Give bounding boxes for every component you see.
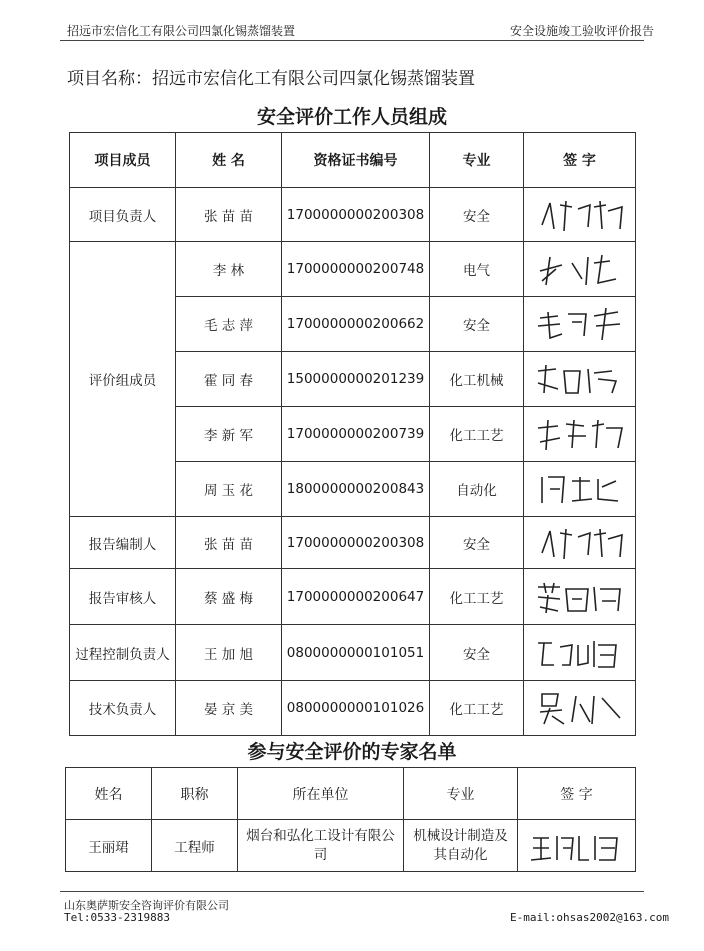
experts-table bbox=[65, 767, 636, 872]
cert-cell: 1700000000200308 bbox=[282, 188, 430, 242]
name-cell: 王 加 旭 bbox=[176, 625, 282, 681]
col-header-unit: 所在单位 bbox=[238, 768, 404, 820]
table-row bbox=[70, 569, 636, 625]
table-row bbox=[70, 625, 636, 681]
signature-cell bbox=[524, 517, 636, 569]
role-cell: 项目负责人 bbox=[70, 188, 176, 242]
role-cell: 评价组成员 bbox=[70, 242, 176, 517]
name-cell: 霍 同 春 bbox=[176, 352, 282, 407]
role-cell: 报告编制人 bbox=[70, 517, 176, 569]
cert-cell: 1800000000200843 bbox=[282, 462, 430, 517]
col-header-cert: 资格证书编号 bbox=[282, 133, 430, 188]
col-header-major: 专业 bbox=[404, 768, 518, 820]
table-row bbox=[70, 242, 636, 297]
role-cell: 报告审核人 bbox=[70, 569, 176, 625]
cert-cell: 1500000000201239 bbox=[282, 352, 430, 407]
cert-cell: 1700000000200748 bbox=[282, 242, 430, 297]
handwritten-signature bbox=[532, 577, 628, 617]
cert-cell: 0800000000101026 bbox=[282, 681, 430, 736]
signature-cell bbox=[524, 625, 636, 681]
signature-cell bbox=[524, 681, 636, 736]
col-header-major: 专业 bbox=[430, 133, 524, 188]
signature-cell bbox=[524, 297, 636, 352]
role-cell: 技术负责人 bbox=[70, 681, 176, 736]
staff-table-title: 安全评价工作人员组成 bbox=[256, 106, 447, 128]
signature-cell bbox=[524, 569, 636, 625]
signature-cell bbox=[524, 407, 636, 462]
table-row bbox=[66, 820, 636, 872]
major-cell: 化工工艺 bbox=[430, 407, 524, 462]
footer-divider bbox=[60, 891, 644, 892]
major-cell: 化工工艺 bbox=[430, 681, 524, 736]
handwritten-signature bbox=[532, 359, 628, 399]
header-left: 招远市宏信化工有限公司四氯化锡蒸馏装置 bbox=[67, 24, 296, 38]
name-cell: 王丽珺 bbox=[66, 820, 152, 872]
staff-header-row bbox=[70, 133, 636, 188]
col-header-signature: 签 字 bbox=[524, 133, 636, 188]
col-header-name: 姓名 bbox=[66, 768, 152, 820]
name-cell: 毛 志 萍 bbox=[176, 297, 282, 352]
col-header-title: 职称 bbox=[152, 768, 238, 820]
experts-header-row bbox=[66, 768, 636, 820]
major-cell: 安全 bbox=[430, 297, 524, 352]
name-cell: 周 玉 花 bbox=[176, 462, 282, 517]
name-cell: 李 林 bbox=[176, 242, 282, 297]
cert-cell: 1700000000200308 bbox=[282, 517, 430, 569]
unit-cell: 烟台和弘化工设计有限公司 bbox=[238, 820, 404, 872]
signature-cell bbox=[524, 188, 636, 242]
handwritten-signature bbox=[527, 826, 627, 866]
footer-email: E-mail:ohsas2002@163.com bbox=[510, 911, 669, 924]
name-cell: 李 新 军 bbox=[176, 407, 282, 462]
cert-cell: 1700000000200647 bbox=[282, 569, 430, 625]
major-cell: 自动化 bbox=[430, 462, 524, 517]
signature-cell bbox=[524, 462, 636, 517]
staff-table bbox=[69, 132, 636, 736]
col-header-signature: 签 字 bbox=[518, 768, 636, 820]
handwritten-signature bbox=[532, 195, 628, 235]
cert-cell: 1700000000200662 bbox=[282, 297, 430, 352]
experts-table-title: 参与安全评价的专家名单 bbox=[247, 741, 457, 763]
handwritten-signature bbox=[532, 688, 628, 728]
major-cell: 安全 bbox=[430, 517, 524, 569]
cert-cell: 0800000000101051 bbox=[282, 625, 430, 681]
footer-company: 山东奥萨斯安全咨询评价有限公司 bbox=[64, 899, 229, 912]
header-divider bbox=[60, 40, 644, 41]
footer-tel: Tel:0533-2319883 bbox=[64, 911, 170, 924]
cert-cell: 1700000000200739 bbox=[282, 407, 430, 462]
handwritten-signature bbox=[532, 414, 628, 454]
handwritten-signature bbox=[532, 304, 628, 344]
handwritten-signature bbox=[532, 633, 628, 673]
col-header-name: 姓 名 bbox=[176, 133, 282, 188]
handwritten-signature bbox=[532, 249, 628, 289]
handwritten-signature bbox=[532, 523, 628, 563]
table-row bbox=[70, 188, 636, 242]
header-right: 安全设施竣工验收评价报告 bbox=[510, 24, 655, 38]
project-name-line: 项目名称：招远市宏信化工有限公司四氯化锡蒸馏装置 bbox=[67, 69, 475, 89]
table-row bbox=[70, 517, 636, 569]
role-cell: 过程控制负责人 bbox=[70, 625, 176, 681]
signature-cell bbox=[524, 352, 636, 407]
title-cell: 工程师 bbox=[152, 820, 238, 872]
major-cell: 电气 bbox=[430, 242, 524, 297]
handwritten-signature bbox=[532, 469, 628, 509]
signature-cell bbox=[518, 820, 636, 872]
col-header-member: 项目成员 bbox=[70, 133, 176, 188]
signature-cell bbox=[524, 242, 636, 297]
major-cell: 化工工艺 bbox=[430, 569, 524, 625]
name-cell: 晏 京 美 bbox=[176, 681, 282, 736]
major-cell: 安全 bbox=[430, 188, 524, 242]
name-cell: 张 苗 苗 bbox=[176, 188, 282, 242]
table-row bbox=[70, 681, 636, 736]
major-cell: 机械设计制造及其自动化 bbox=[404, 820, 518, 872]
major-cell: 化工机械 bbox=[430, 352, 524, 407]
major-cell: 安全 bbox=[430, 625, 524, 681]
name-cell: 张 苗 苗 bbox=[176, 517, 282, 569]
name-cell: 蔡 盛 梅 bbox=[176, 569, 282, 625]
